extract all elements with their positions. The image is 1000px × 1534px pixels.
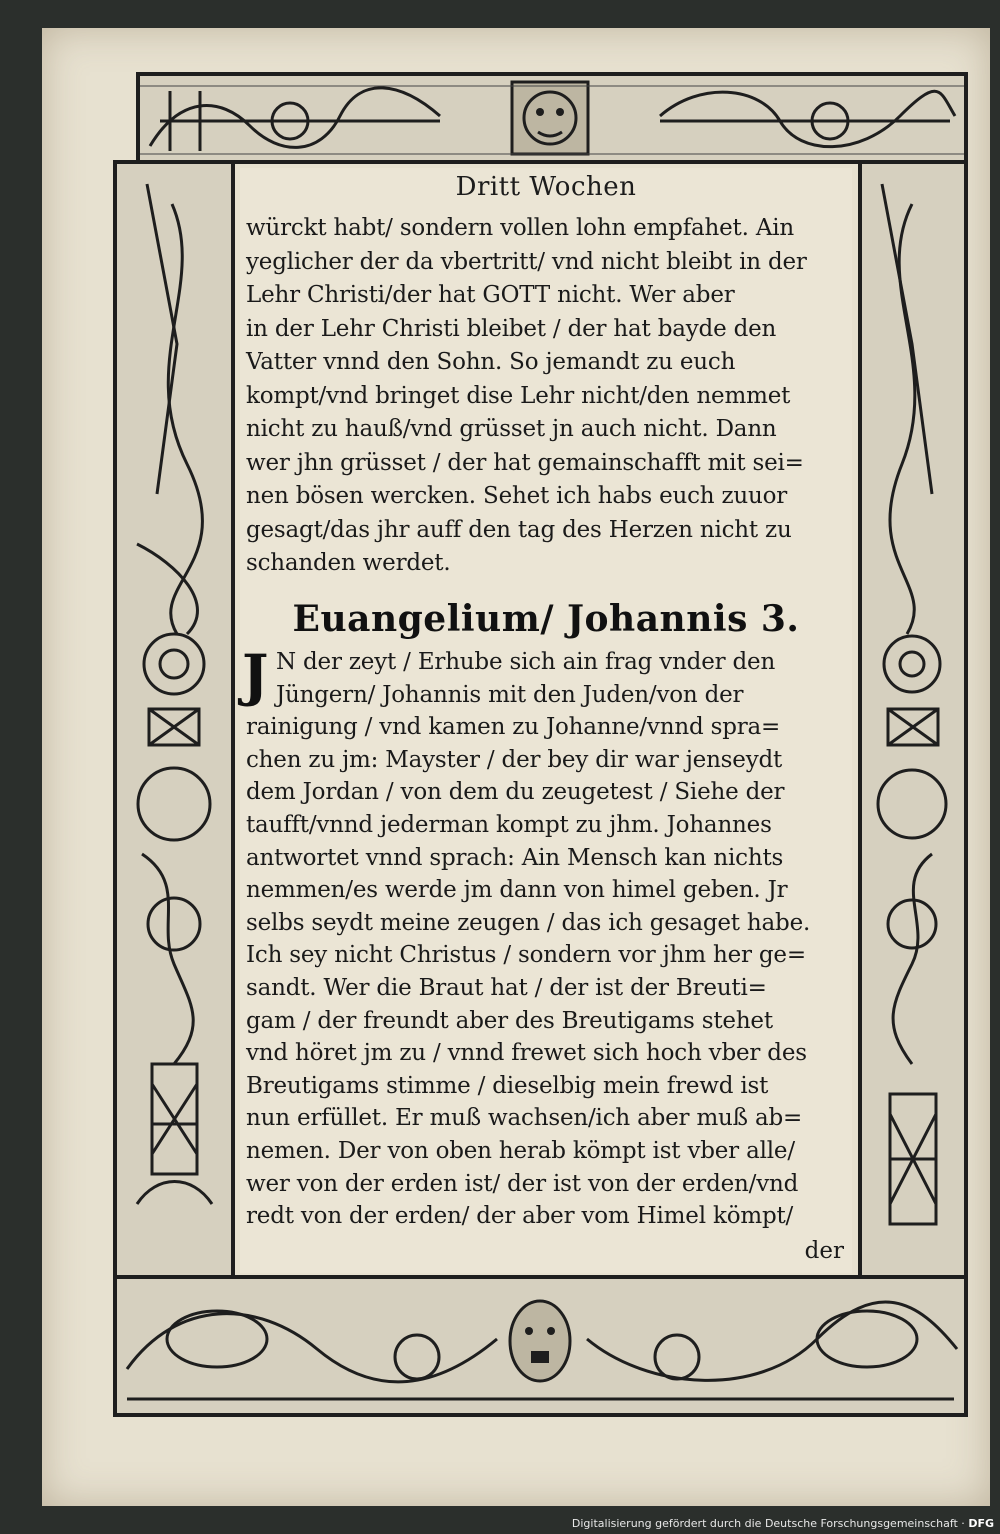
- gospel-text: [246, 646, 852, 1233]
- text-line: redt von der erden/ der aber vom Himel kömpt/: [246, 1203, 794, 1230]
- woodcut-border-right: [858, 160, 968, 1280]
- text-block: [240, 168, 852, 1273]
- drop-initial: J: [242, 643, 269, 709]
- text-line: selbs seydt meine zeugen / das ich gesaget habe.: [246, 909, 811, 936]
- text-line: nun erfüllet. Er muß wachsen/ich aber muß ab=: [246, 1105, 803, 1132]
- text-line: N der zeyt / Erhube sich ain frag vnder den: [276, 649, 776, 675]
- text-line: wer jhn grüsset / der hat gemainschafft mit sei=: [246, 449, 804, 476]
- running-head: Dritt Wochen: [455, 172, 637, 202]
- mask-face-ornament: [510, 1301, 570, 1381]
- text-line: nemen. Der von oben herab kömpt ist vber alle/: [246, 1137, 795, 1164]
- section-heading: Euangelium/ Johannis 3.: [292, 598, 800, 640]
- text-line: sandt. Wer die Braut hat / der ist der Breuti=: [246, 974, 767, 1001]
- text-line: yeglicher der da vbertritt/ vnd nicht bleibt in der: [246, 248, 807, 275]
- text-line: kompt/vnd bringet dise Lehr nicht/den nemmet: [246, 382, 791, 409]
- text-line: nen bösen wercken. Sehet ich habs euch zuuor: [246, 483, 788, 509]
- text-line: nemmen/es werde jm dann von himel geben. Jr: [246, 877, 788, 904]
- text-line: gesagt/das jhr auff den tag des Herzen nicht zu: [246, 516, 792, 543]
- woodcut-border-top: [136, 72, 968, 164]
- text-line: Vatter vnnd den Sohn. So jemandt zu euch: [246, 349, 736, 375]
- epistle-text: [246, 212, 852, 581]
- text-line: Jüngern/ Johannis mit den Juden/von der: [276, 681, 744, 708]
- text-line: rainigung / vnd kamen zu Johanne/vnnd spra=: [246, 714, 781, 741]
- credit-text: Digitalisierung gefördert durch die Deutsche Forschungsgemeinschaft ·: [571, 1517, 965, 1530]
- woodcut-border-left: [113, 160, 235, 1280]
- text-line: Lehr Christi/der hat GOTT nicht. Wer aber: [246, 282, 735, 308]
- text-line: antwortet vnnd sprach: Ain Mensch kan nichts: [246, 844, 784, 871]
- lion-face-ornament: [512, 82, 588, 154]
- text-line: schanden werdet.: [246, 550, 451, 576]
- text-line: vnd höret jm zu / vnnd frewet sich hoch vber des: [246, 1040, 807, 1067]
- woodcut-border-bottom: [113, 1275, 968, 1417]
- text-line: taufft/vnnd jederman kompt zu jhm. Johannes: [246, 811, 772, 838]
- digitization-credit: [572, 1517, 994, 1530]
- text-line: gam / der freundt aber des Breutigams stehet: [246, 1007, 773, 1034]
- text-line: Breutigams stimme / dieselbig mein frewd ist: [246, 1072, 769, 1099]
- catchword: der: [804, 1238, 844, 1264]
- text-line: nicht zu hauß/vnd grüsset jn auch nicht. Dann: [246, 416, 777, 442]
- text-line: wer von der erden ist/ der ist von der erden/vnd: [246, 1170, 799, 1197]
- text-line: würckt habt/ sondern vollen lohn empfahet. Ain: [246, 215, 794, 241]
- dfg-logo: DFG: [968, 1517, 994, 1530]
- text-line: Ich sey nicht Christus / sondern vor jhm her ge=: [246, 942, 806, 969]
- text-line: dem Jordan / von dem du zeugetest / Siehe der: [246, 779, 785, 806]
- text-line: chen zu jm: Mayster / der bey dir war jenseydt: [246, 746, 783, 773]
- text-line: in der Lehr Christi bleibet / der hat bayde den: [246, 315, 777, 342]
